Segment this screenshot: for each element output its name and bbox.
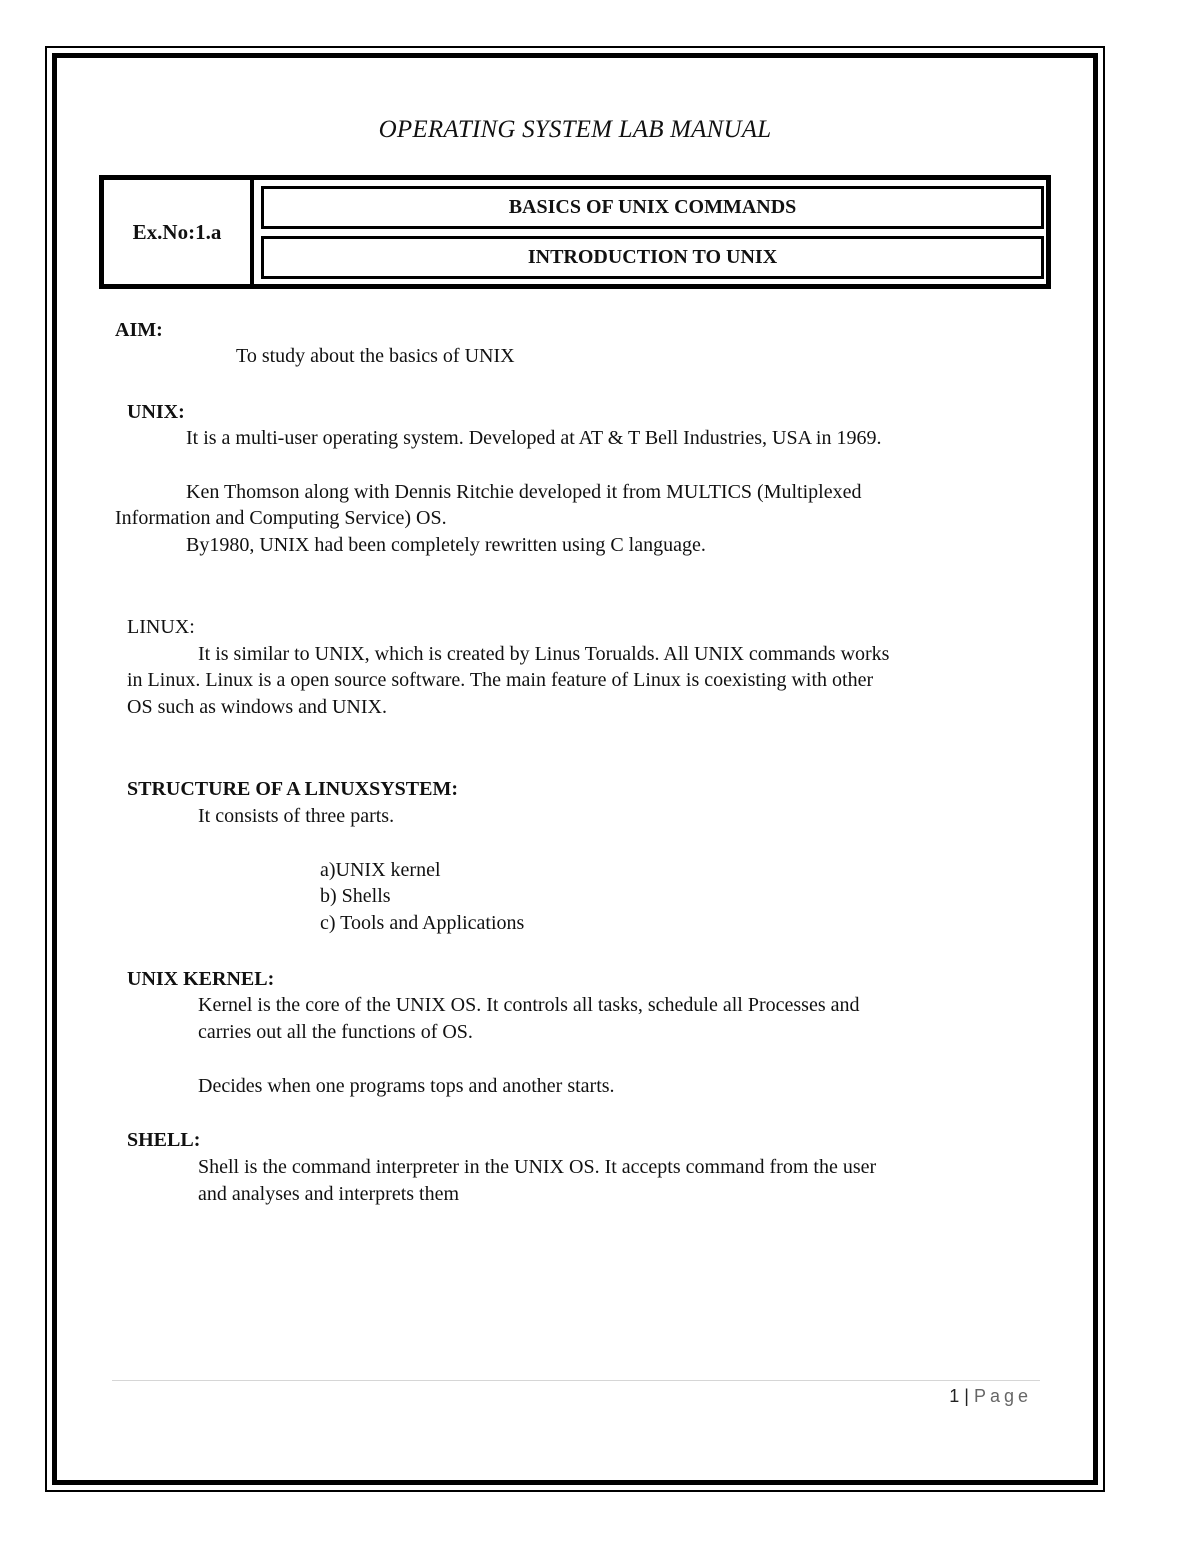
aim-heading: AIM: (115, 319, 163, 341)
structure-item: a)UNIX kernel (320, 859, 441, 881)
structure-intro: It consists of three parts. (198, 805, 395, 827)
footer-divider (112, 1380, 1040, 1381)
linux-line-1: It is similar to UNIX, which is created by Linus Torualds. All UNIX commands works (198, 643, 890, 665)
unix-para-3: By1980, UNIX had been completely rewritten using C language. (186, 534, 706, 556)
kernel-line-2: carries out all the functions of OS. (198, 1021, 473, 1043)
kernel-line-1: Kernel is the core of the UNIX OS. It controls all tasks, schedule all Processes and (198, 994, 860, 1016)
page-separator: | (964, 1386, 969, 1406)
shell-line-2: and analyses and interprets them (198, 1183, 460, 1205)
exercise-subtopic: INTRODUCTION TO UNIX (261, 236, 1044, 279)
aim-text: To study about the basics of UNIX (236, 345, 515, 367)
structure-item: c) Tools and Applications (320, 912, 525, 934)
page-footer (949, 1386, 1032, 1407)
unix-para-2-line-2: Information and Computing Service) OS. (115, 507, 447, 529)
unix-para-2-line-1: Ken Thomson along with Dennis Ritchie developed it from MULTICS (Multiplexed (186, 481, 862, 503)
linux-line-2: in Linux. Linux is a open source software. The main feature of Linux is coexisting with other (127, 669, 874, 691)
structure-heading: STRUCTURE OF A LINUXSYSTEM: (127, 778, 458, 800)
page-label: Page (973, 1386, 1032, 1406)
unix-heading: UNIX: (127, 401, 185, 423)
exercise-number: Ex.No:1.a (104, 180, 254, 284)
linux-heading: LINUX: (127, 616, 195, 638)
structure-item: b) Shells (320, 885, 391, 907)
page-number: 1 (949, 1386, 960, 1406)
document-title: OPERATING SYSTEM LAB MANUAL (378, 116, 772, 143)
shell-line-1: Shell is the command interpreter in the UNIX OS. It accepts command from the user (198, 1156, 877, 1178)
shell-heading: SHELL: (127, 1129, 201, 1151)
exercise-topic: BASICS OF UNIX COMMANDS (261, 186, 1044, 229)
kernel-heading: UNIX KERNEL: (127, 968, 275, 990)
exercise-header-table (99, 175, 1051, 289)
kernel-line-3: Decides when one programs tops and another starts. (198, 1075, 615, 1097)
unix-para-1: It is a multi-user operating system. Developed at AT & T Bell Industries, USA in 1969. (186, 427, 882, 449)
linux-line-3: OS such as windows and UNIX. (127, 696, 387, 718)
